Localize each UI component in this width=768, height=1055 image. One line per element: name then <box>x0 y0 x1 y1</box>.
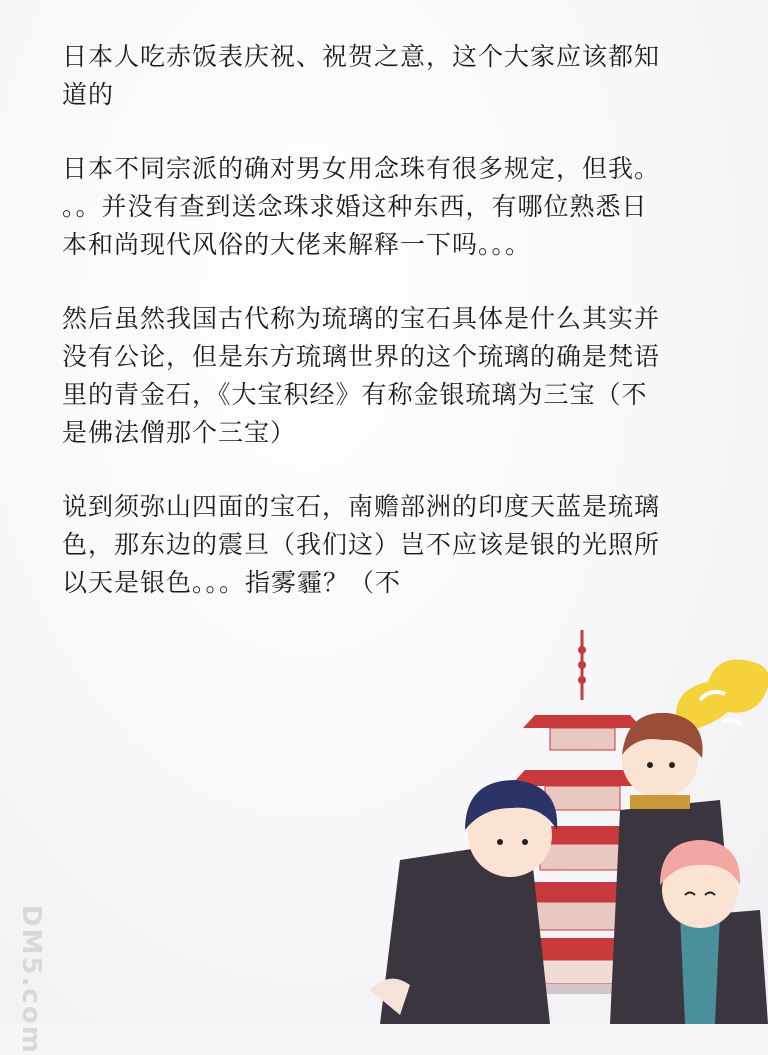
cloud-icon <box>676 660 768 731</box>
monk-navy-hair <box>370 780 557 1024</box>
text-content <box>62 38 702 638</box>
paragraph-4: 说到须弥山四面的宝石，南赡部洲的印度天蓝是琉璃 色，那东边的震旦（我们这）岂不应该是银的光照所 以天是银色。。。指雾霾？（不 <box>62 492 661 597</box>
paragraph-1: 日本人吃赤饭表庆祝、祝贺之意，这个大家应该都知 道的 <box>62 42 661 109</box>
paragraph-2: 日本不同宗派的确对男女用念珠有很多规定，但我。 。。并没有查到送念珠求婚这种东西，有哪位熟悉日 本和尚现代风俗的大佬来解释一下吗。。。 <box>62 154 661 259</box>
paragraph-3: 然后虽然我国古代称为琉璃的宝石具体是什么其实并 没有公论，但是东方琉璃世界的这个琉璃的确是梵语 里的青金石，《大宝积经》有称金银琉璃为三宝（不 是佛法僧那个三宝） <box>62 304 661 447</box>
monks-pagoda-illustration <box>360 630 768 1024</box>
watermark-logo: DM5.com <box>16 905 46 1055</box>
